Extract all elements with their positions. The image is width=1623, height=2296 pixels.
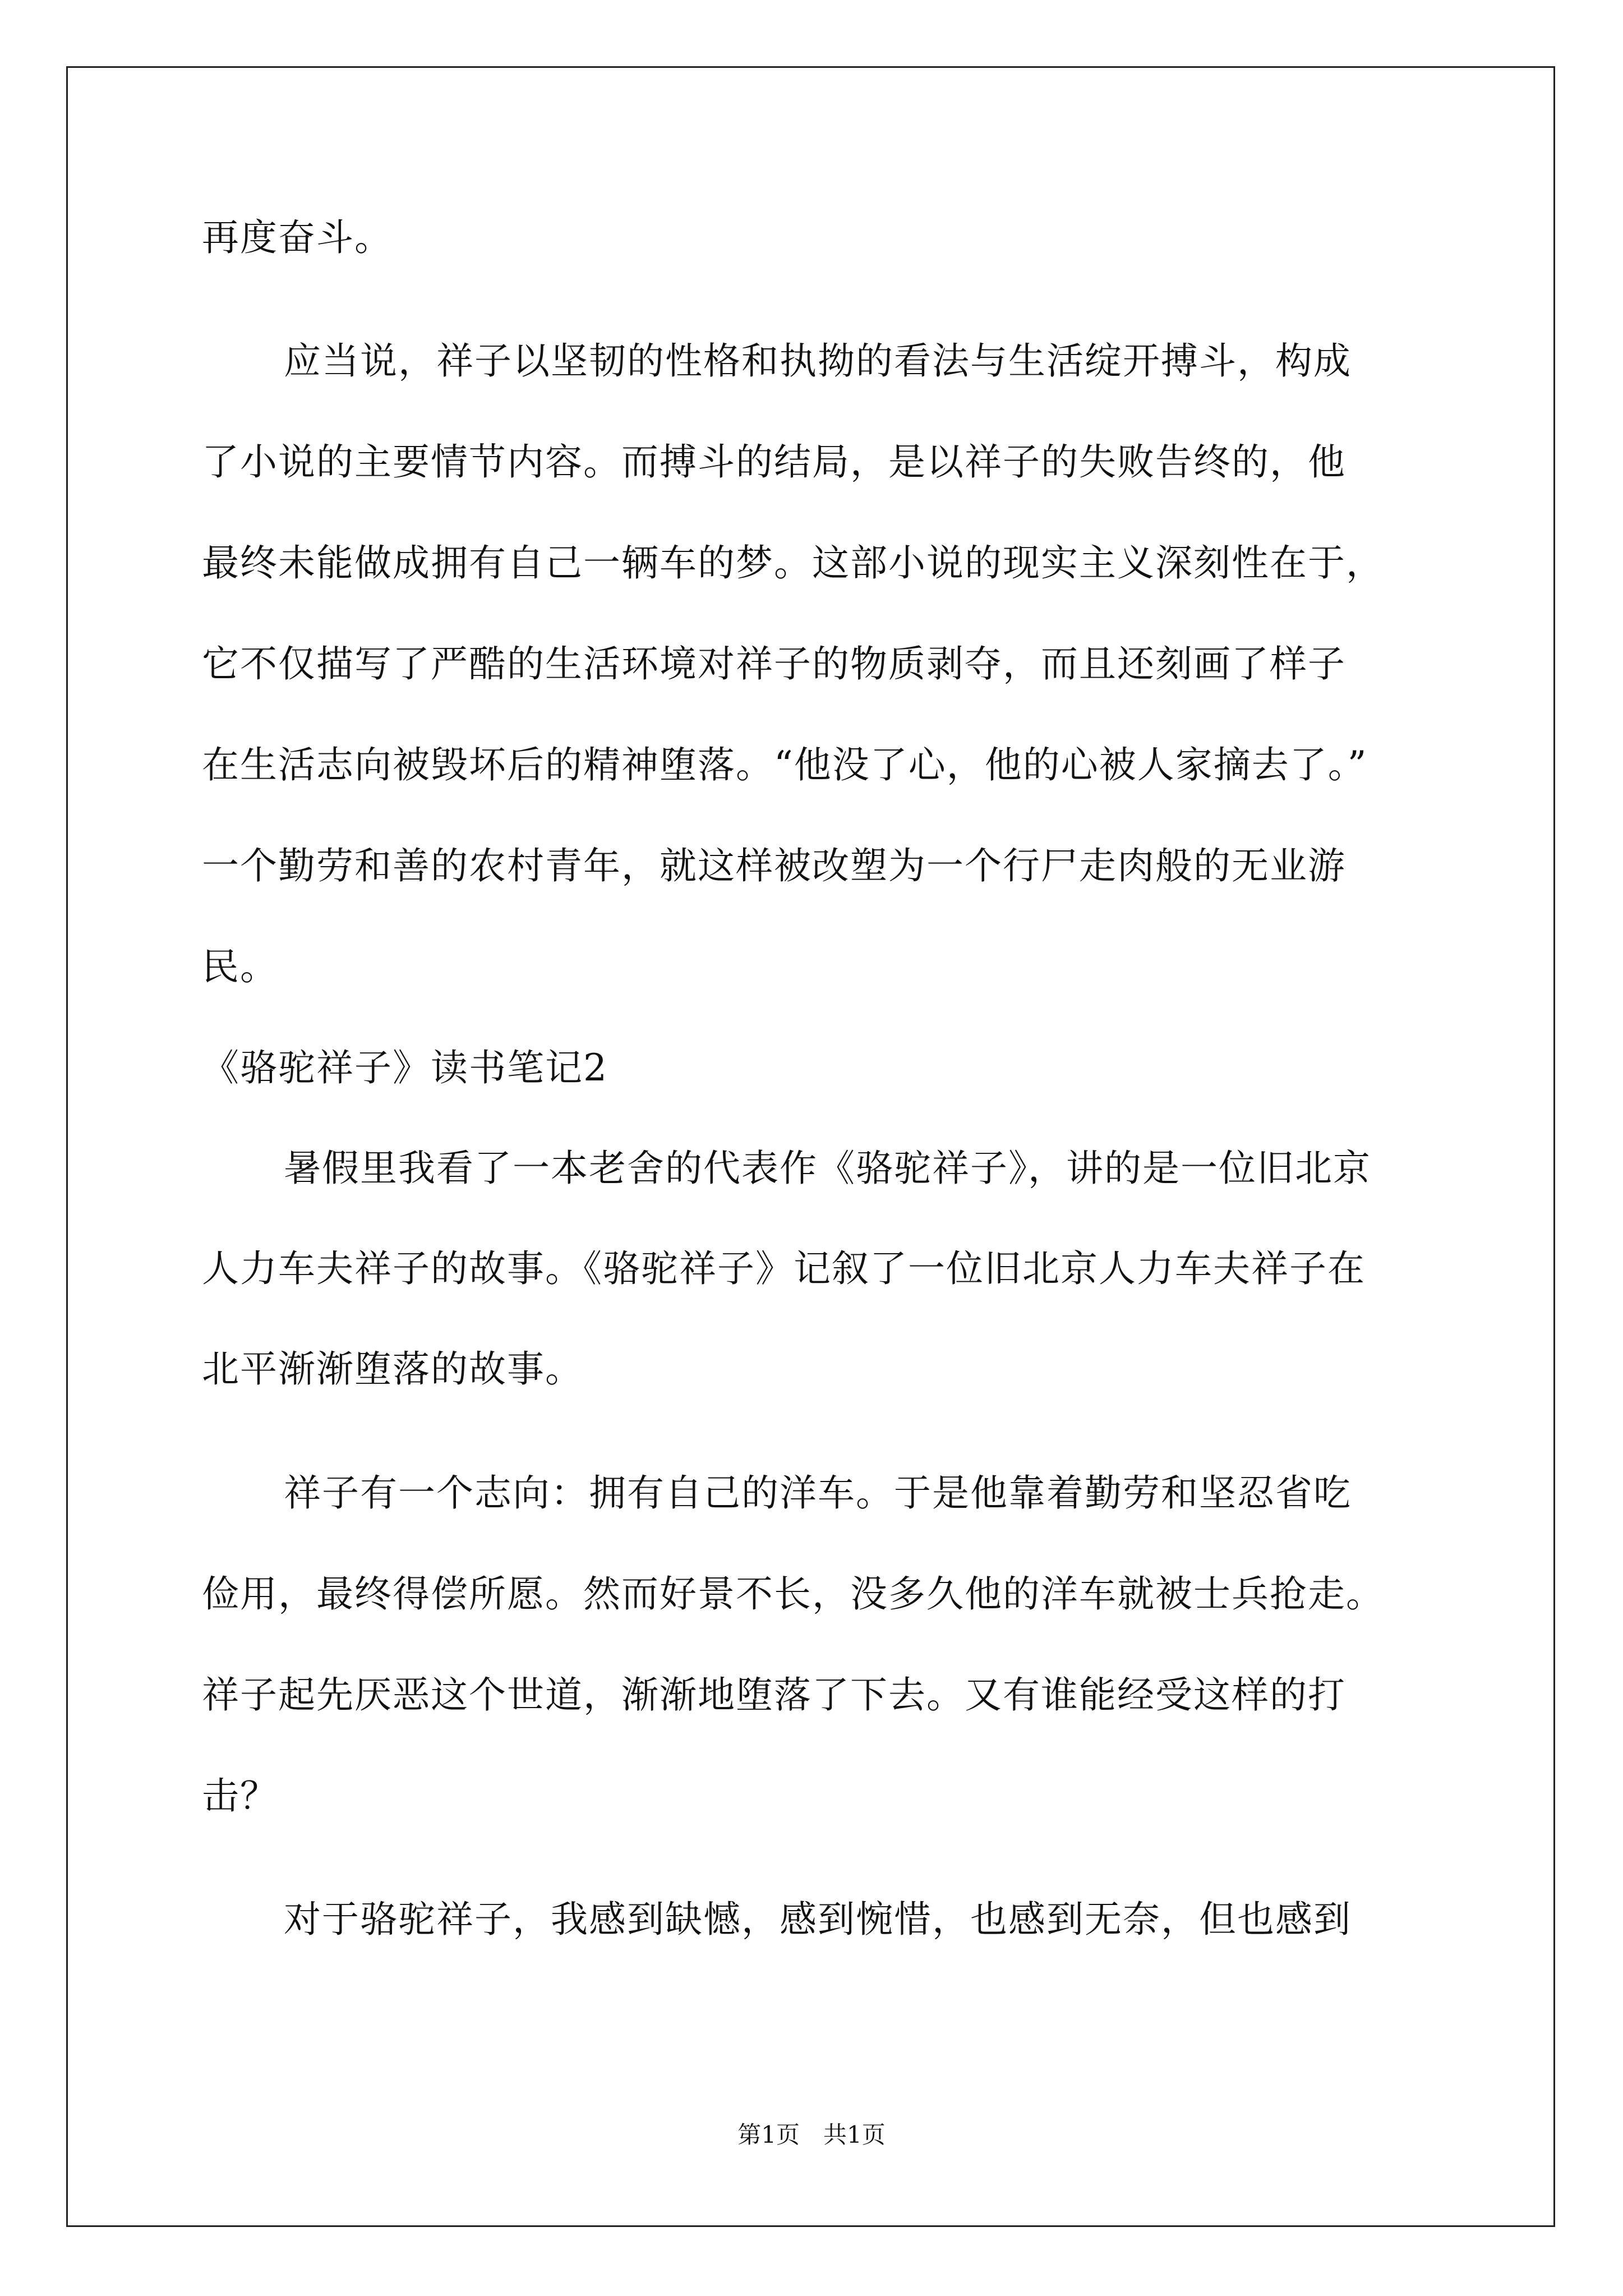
text-line: 一个勤劳和善的农村青年，就这样被改塑为一个行尸走肉般的无业游 — [202, 844, 1346, 887]
section-heading: 《骆驼祥子》读书笔记2 — [202, 1046, 608, 1089]
paragraph-start-line: 对于骆驼祥子，我感到缺憾，感到惋惜，也感到无奈，但也感到 — [284, 1898, 1352, 1941]
text-line: 俭用，最终得偿所愿。然而好景不长，没多久他的洋车就被士兵抢走。 — [202, 1572, 1384, 1616]
text-line: 它不仅描写了严酷的生活环境对祥子的物质剥夺，而且还刻画了样子 — [202, 642, 1346, 685]
paragraph-start-line: 祥子有一个志向：拥有自己的洋车。于是他靠着勤劳和坚忍省吃 — [284, 1471, 1352, 1515]
paragraph-start-line: 应当说，祥子以坚韧的性格和执拗的看法与生活绽开搏斗，构成 — [284, 339, 1352, 383]
text-line: 民。 — [202, 945, 278, 988]
text-line: 了小说的主要情节内容。而搏斗的结局，是以祥子的失败告终的，他 — [202, 440, 1346, 484]
page-footer: 第1页 共1页 — [737, 2121, 886, 2148]
paragraph-start-line: 暑假里我看了一本老舍的代表作《骆驼祥子》，讲的是一位旧北京 — [284, 1147, 1371, 1190]
text-line: 最终未能做成拥有自己一辆车的梦。这部小说的现实主义深刻性在于， — [202, 541, 1384, 585]
text-line: 在生活志向被毁坏后的精神堕落。“他没了心，他的心被人家摘去了。” — [202, 743, 1368, 786]
text-line: 祥子起先厌恶这个世道，渐渐地堕落了下去。又有谁能经受这样的打 — [202, 1673, 1346, 1717]
text-line: 北平渐渐堕落的故事。 — [202, 1347, 583, 1391]
text-line: 再度奋斗。 — [202, 216, 393, 259]
text-line: 击？ — [202, 1774, 278, 1818]
text-line: 人力车夫祥子的故事。《骆驼祥子》记叙了一位旧北京人力车夫祥子在 — [202, 1247, 1366, 1290]
